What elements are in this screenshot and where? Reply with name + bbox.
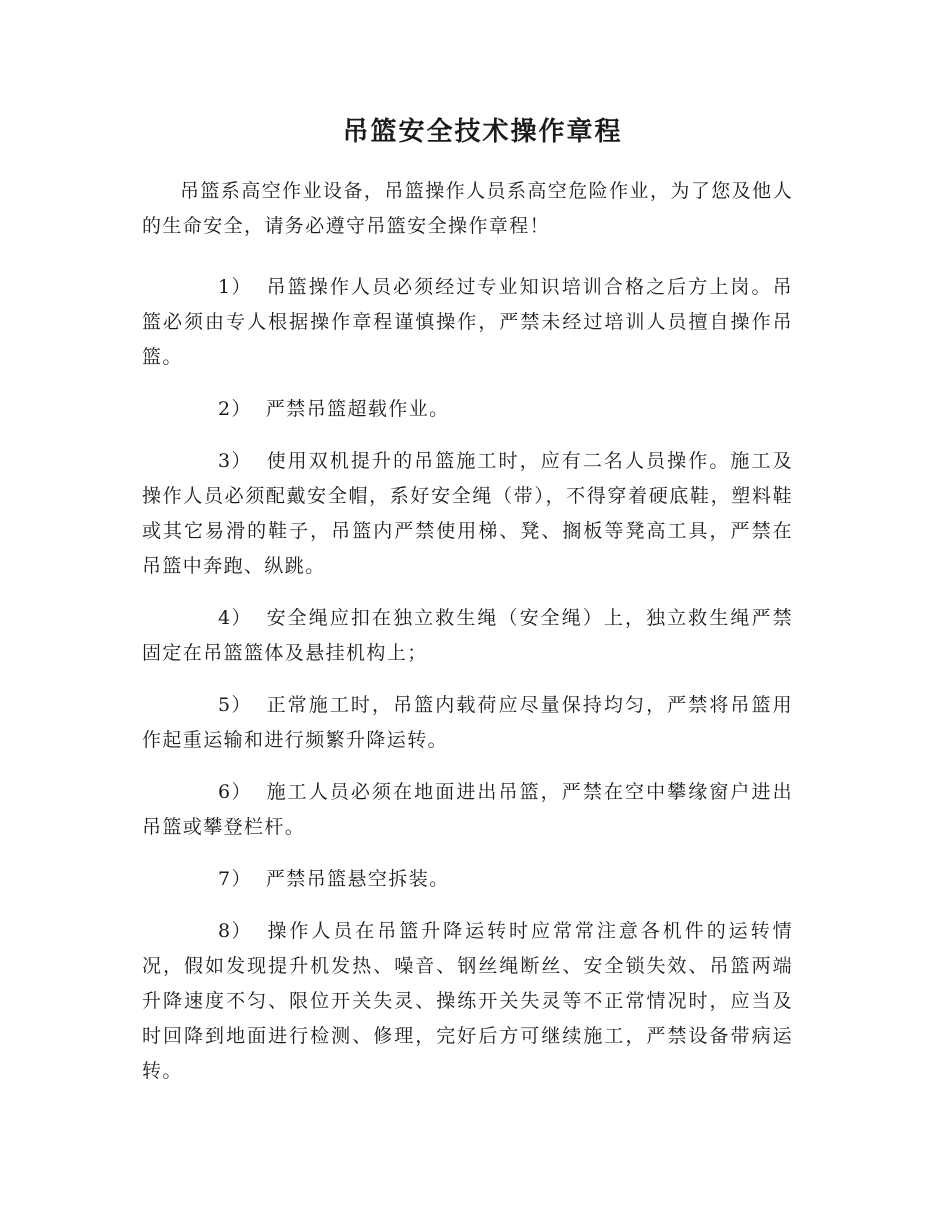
rule-number: 8） <box>218 920 252 942</box>
rule-item-8 <box>142 914 793 1089</box>
rule-number: 2） <box>218 398 252 420</box>
rule-item-2 <box>142 392 793 427</box>
rule-text: 施工人员必须在地面进出吊篮，严禁在空中攀缘窗户进出吊篮或攀登栏杆。 <box>142 781 793 838</box>
rule-text: 严禁吊篮悬空拆装。 <box>265 868 450 890</box>
rule-item-1 <box>142 270 793 375</box>
rule-text: 使用双机提升的吊篮施工时，应有二名人员操作。施工及操作人员必须配戴安全帽，系好安全绳（带），不得穿着硬底鞋，塑料鞋或其它易滑的鞋子，吊篮内严禁使用梯、凳、搁板等凳高工具，严禁在吊篮中奔跑、纵跳。 <box>142 450 793 577</box>
rule-item-6 <box>142 775 793 845</box>
rule-text: 吊篮操作人员必须经过专业知识培训合格之后方上岗。吊篮必须由专人根据操作章程谨慎操作，严禁未经过培训人员擅自操作吊篮。 <box>142 276 793 368</box>
rule-text: 正常施工时，吊篮内载荷应尽量保持均匀，严禁将吊篮用作起重运输和进行频繁升降运转。 <box>142 694 793 751</box>
rule-item-3 <box>142 444 793 584</box>
intro-paragraph: 吊篮系高空作业设备，吊篮操作人员系高空危险作业，为了您及他人的生命安全，请务必遵守吊篮安全操作章程！ <box>142 180 793 237</box>
rule-number: 4） <box>218 607 252 629</box>
rule-number: 7） <box>218 868 252 890</box>
rule-text: 安全绳应扣在独立救生绳（安全绳）上，独立救生绳严禁固定在吊篮篮体及悬挂机构上； <box>142 607 793 664</box>
rule-text: 操作人员在吊篮升降运转时应常常注意各机件的运转情况，假如发现提升机发热、噪音、钢丝绳断丝、安全锁失效、吊篮两端升降速度不匀、限位开关失灵、操练开关失灵等不正常情况时，应当及时回降到地面进行检测、修理，完好后方可继续施工，严禁设备带病运转。 <box>142 920 793 1082</box>
document-title: 吊篮安全技术操作章程 <box>342 117 623 147</box>
rule-number: 6） <box>218 781 252 803</box>
rule-item-7 <box>142 862 793 897</box>
rule-number: 5） <box>218 694 252 716</box>
rule-text: 严禁吊篮超载作业。 <box>265 398 450 420</box>
rule-item-4 <box>142 601 793 671</box>
rule-number: 1） <box>218 276 252 298</box>
rule-item-5 <box>142 688 793 758</box>
rule-number: 3） <box>218 450 252 472</box>
